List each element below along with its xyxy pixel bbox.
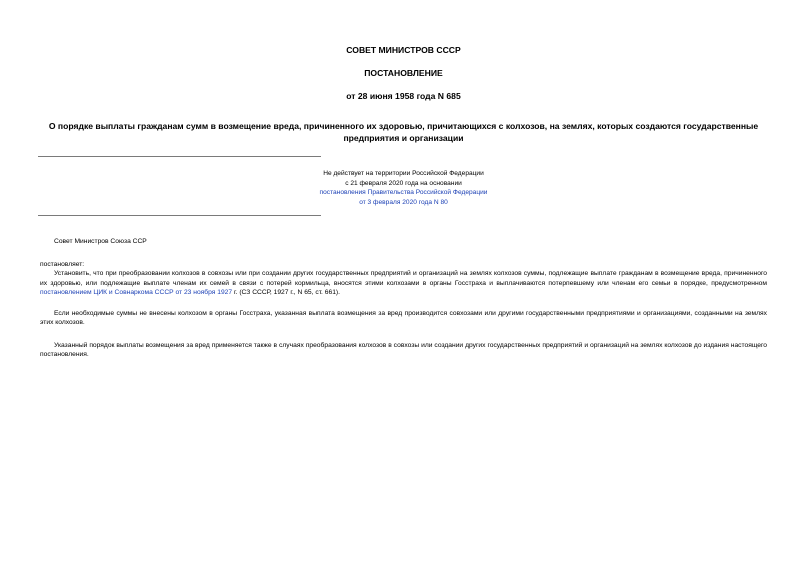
top-divider bbox=[38, 156, 321, 157]
issuer-heading: СОВЕТ МИНИСТРОВ СССР bbox=[346, 45, 461, 55]
bottom-divider bbox=[38, 215, 321, 216]
notice-line-2: с 21 февраля 2020 года на основании bbox=[345, 179, 462, 187]
notice-line-1: Не действует на территории Российской Федерации bbox=[323, 170, 484, 177]
notice-link-line-1[interactable]: постановления Правительства Российской Федерации bbox=[319, 189, 488, 197]
intro-text: Совет Министров Союза ССР bbox=[54, 238, 147, 245]
body-section bbox=[40, 260, 767, 298]
document-title: О порядке выплаты гражданам сумм в возмещение вреда, причиненного их здоровью, причитающихся с колхозов, на землях, которых создаются государственные предприятия и организации bbox=[48, 121, 759, 143]
paragraph-2: Если необходимые суммы не внесены колхозом в органы Госстраха, указанная выплата возмещения за вред производится совхозами или другими государственными предприятиями и организациями, созданными на землях этих колхозов. bbox=[40, 310, 767, 327]
document-date-number: от 28 июня 1958 года N 685 bbox=[346, 91, 461, 101]
paragraph-1 bbox=[40, 269, 767, 297]
paragraph-3: Указанный порядок выплаты возмещения за вред применяется также в случаях преобразования колхозов в совхозы или создании других государственных предприятий и организаций на землях колхозов до издания настоящего постановления. bbox=[40, 342, 767, 359]
decides-text: постановляет: bbox=[40, 261, 85, 268]
paragraph-1-text: Установить, что при преобразовании колхозов в совхозы или при создании других государственных предприятий и организаций на землях колхозов суммы, подлежащие выплате гражданам в возмещение вреда, причиненного их здоровью, или подлежащие выплате членам их семей в связи с потерей кормильца, вносятся этими колхозами в органы Госстраха и выплачиваются потерпевшему или членам его семьи в порядке, предусмотренном bbox=[40, 270, 767, 287]
paragraph-1-link[interactable]: постановлением ЦИК и Совнаркома СССР от 23 ноября 1927 bbox=[40, 289, 233, 297]
document-type-heading: ПОСТАНОВЛЕНИЕ bbox=[364, 68, 443, 78]
paragraph-1-tail: г. (СЗ СССР, 1927 г., N 65, ст. 661). bbox=[232, 289, 340, 297]
status-notice bbox=[260, 169, 547, 207]
notice-link-line-2[interactable]: от 3 февраля 2020 года N 80 bbox=[359, 198, 448, 206]
